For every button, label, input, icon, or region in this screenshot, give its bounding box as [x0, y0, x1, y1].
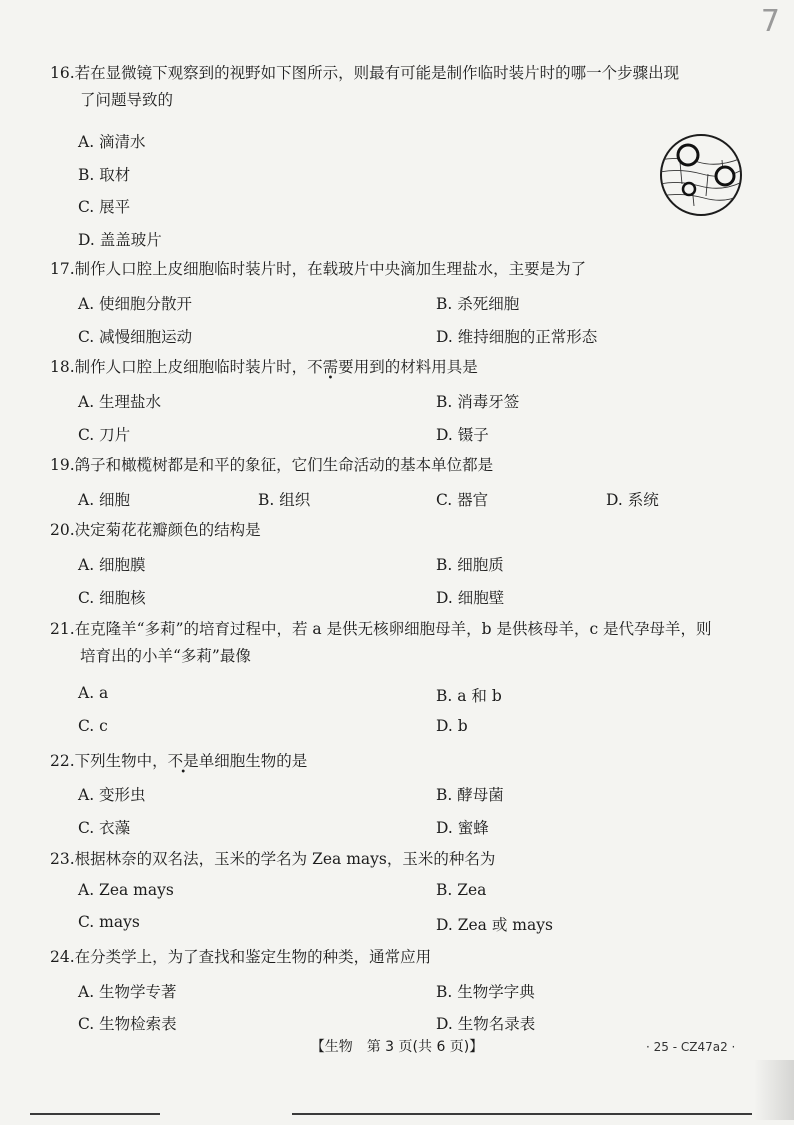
option-d: D. 镊子: [436, 426, 489, 444]
question-17: [50, 258, 760, 281]
scan-edge-shadow: [754, 1060, 794, 1120]
bottom-rule-right: [292, 1113, 752, 1115]
question-19: [50, 454, 760, 477]
emphasized-text: 不需要: [307, 358, 354, 376]
option-c: C. 细胞核: [78, 589, 146, 607]
option-a: A. 变形虫: [78, 786, 146, 804]
option-d: D. 生物名录表: [436, 1015, 536, 1033]
option-b: B. a 和 b: [436, 687, 502, 705]
option-c: C. 刀片: [78, 426, 131, 444]
question-number: 16.: [50, 64, 75, 82]
microscope-field-figure: [658, 132, 744, 218]
option-d: D. 蜜蜂: [436, 819, 489, 837]
question-number: 17.: [50, 260, 75, 278]
bottom-rule-left: [30, 1113, 160, 1115]
question-stem: 在分类学上，为了查找和鉴定生物的种类，通常应用: [74, 948, 432, 966]
option-d: D. 维持细胞的正常形态: [436, 328, 598, 346]
option-b: B. Zea: [436, 881, 487, 899]
emphasized-text: 不是: [167, 752, 199, 770]
question-number: 21.: [50, 620, 75, 638]
option-c: C. 生物检索表: [78, 1015, 177, 1033]
question-24: [50, 946, 760, 969]
option-d: D. 盖盖玻片: [78, 231, 162, 249]
question-number: 23.: [50, 850, 75, 868]
option-b: B. 杀死细胞: [436, 295, 520, 313]
question-20: [50, 519, 760, 542]
question-number: 20.: [50, 521, 75, 539]
question-23: [50, 848, 760, 871]
question-stem: 根据林奈的双名法，玉米的学名为 Zea mays，玉米的种名为: [74, 850, 496, 868]
question-21: [50, 618, 760, 669]
question-stem-end: 单细胞生物的是: [198, 752, 308, 770]
option-a: A. 使细胞分散开: [78, 295, 193, 313]
option-a: A. 细胞膜: [78, 556, 146, 574]
option-b: B. 细胞质: [436, 556, 504, 574]
option-c: C. c: [78, 717, 108, 735]
option-b: B. 生物学字典: [436, 983, 535, 1001]
question-number: 22.: [50, 752, 75, 770]
option-b: B. 取材: [78, 166, 131, 184]
option-c: C. 减慢细胞运动: [78, 328, 193, 346]
option-d: D. 系统: [606, 491, 659, 509]
option-d: D. Zea 或 mays: [436, 916, 553, 934]
question-stem: 决定菊花花瓣颜色的结构是: [74, 521, 261, 539]
option-c: C. 器官: [436, 491, 489, 509]
page-footer: 【生物 第 3 页(共 6 页)】: [310, 1039, 484, 1055]
option-a: A. 生理盐水: [78, 393, 162, 411]
question-stem: 在克隆羊“多莉”的培育过程中，若 a 是供无核卵细胞母羊，b 是供核母羊，c 是代孕母羊，则: [74, 620, 712, 638]
question-stem: 鸽子和橄榄树都是和平的象征，它们生命活动的基本单位都是: [74, 456, 494, 474]
option-c: C. 展平: [78, 198, 131, 216]
question-number: 24.: [50, 948, 75, 966]
option-a: A. 生物学专著: [78, 983, 177, 1001]
paper-code: · 25 - CZ47a2 ·: [646, 1040, 736, 1054]
option-a: A. 细胞: [78, 491, 131, 509]
question-stem-continued: 了问题导致的: [80, 91, 174, 110]
question-stem-end: 用到的材料用具是: [353, 358, 478, 376]
question-stem: 制作人口腔上皮细胞临时装片时，在载玻片中央滴加生理盐水，主要是为了: [74, 260, 587, 278]
question-stem: 下列生物中，: [74, 752, 168, 770]
option-c: C. 衣藻: [78, 819, 131, 837]
option-a: A. Zea mays: [78, 881, 174, 899]
question-number: 19.: [50, 456, 75, 474]
question-stem: 制作人口腔上皮细胞临时装片时，: [74, 358, 308, 376]
question-18: [50, 356, 760, 379]
question-stem-continued: 培育出的小羊“多莉”最像: [80, 647, 251, 666]
question-22: [50, 750, 760, 773]
question-stem: 若在显微镜下观察到的视野如下图所示，则最有可能是制作临时装片时的哪一个步骤出现: [74, 64, 680, 82]
option-b: B. 消毒牙签: [436, 393, 520, 411]
option-b: B. 组织: [258, 491, 311, 509]
option-b: B. 酵母菌: [436, 786, 504, 804]
option-c: C. mays: [78, 913, 140, 931]
page-corner-mark: 7: [760, 4, 780, 39]
option-a: A. 滴清水: [78, 133, 146, 151]
option-d: D. 细胞壁: [436, 589, 505, 607]
option-d: D. b: [436, 717, 468, 735]
question-16: [50, 62, 760, 113]
question-number: 18.: [50, 358, 75, 376]
option-a: A. a: [78, 684, 109, 702]
